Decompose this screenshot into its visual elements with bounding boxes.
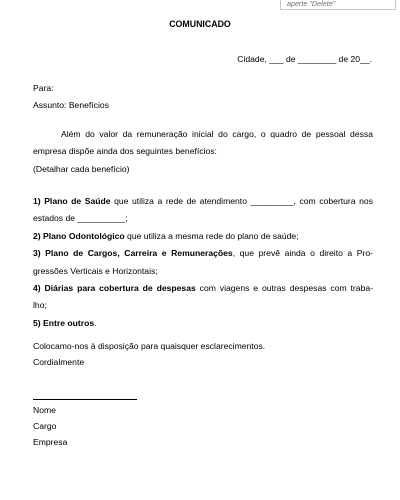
benefit-1 [33,193,373,210]
benefit-5-title: 5) Entre outros [33,317,95,328]
benefit-4-title: 4) Diárias para cobertura de despesas [33,282,196,293]
corner-note: aperte "Delete" [280,0,396,10]
benefits-list [33,193,373,332]
intro-line-1: Além do valor da remuneração inicial do cargo, o quadro de pessoal dessa [61,129,373,139]
closing-line: Colocamo-nos à disposição para quaisquer esclarecimentos. [33,341,266,351]
benefit-3-continued: gressões Verticais e Horizontais; [33,265,158,276]
date-line: Cidade, ___ de ________ de 20__. [237,54,372,64]
document-title: COMUNICADO [169,19,231,29]
signature-company: Empresa [33,437,68,447]
signature-line [33,399,137,400]
benefit-1-text: que utiliza a rede de atendimento _________, com cobertura nos [110,196,373,206]
benefit-4-text: com viagens e outras despesas com traba- [195,282,373,293]
benefit-5 [33,315,373,332]
benefit-2 [33,228,373,245]
benefit-5-text: . [94,317,97,328]
benefit-3 [33,245,373,262]
closing-salutation: Cordialmente [33,357,85,367]
intro-line-3: (Detalhar cada benefício) [33,163,130,174]
intro-paragraph [33,126,373,178]
benefit-4 [33,280,373,297]
benefit-4-continued: lho; [33,300,47,311]
subject-line: Assunto: Benefícios [33,100,109,110]
signature-name: Nome [33,405,56,415]
benefit-1-title: 1) Plano de Saúde [33,196,111,206]
benefit-2-text: que utiliza a mesma rede do plano de saúde; [124,230,299,241]
intro-line-2: empresa dispõe ainda dos seguintes benefícios: [33,146,217,157]
benefit-1-continued: estados de __________; [33,213,128,224]
signature-role: Cargo [33,421,57,431]
benefit-2-title: 2) Plano Odontológico [33,230,125,241]
benefit-3-text: , que prevê ainda o direito a Pro- [232,248,373,259]
benefit-3-title: 3) Plano de Cargos, Carreira e Remunerações [33,248,233,259]
recipient-label: Para: [33,83,54,93]
